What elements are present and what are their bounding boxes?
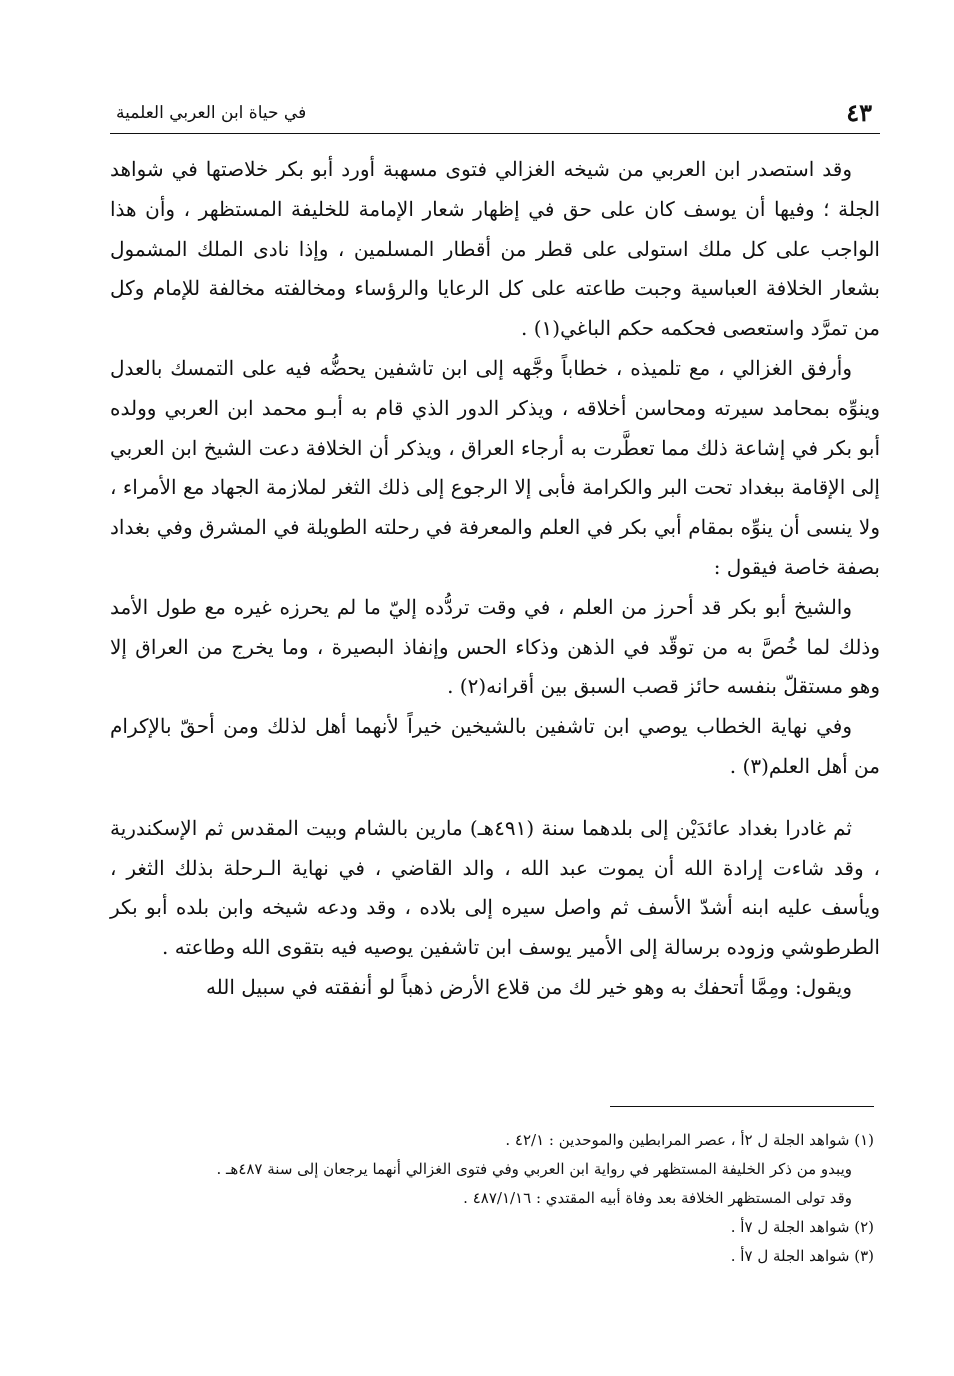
paragraph: وأرفق الغزالي ، مع تلميذه ، خطاباً وجَّهه إلى ابن تاشفين يحضُّه فيه على التمسك بالعدل وينوِّه بمحامد سيرته ومحاسن أخلاقه ، ويذكر الدور الذي قام به أبـو محمد ابن العربي وولده أبو بكر في إشاعة ذلك مما تعطَّرت به أرجاء العراق ، ويذكر أن الخلافة دعت الشيخ ابن العربي إلى الإقامة ببغداد تحت البر والكرامة فأبى إلا الرجوع إلى ذلك الثغر لملازمة الجهاد مع الأمراء ، ولا ينسى أن ينوِّه بمقام أبي بكر في العلم والمعرفة في رحلته الطويلة في المشرق وفي بغداد بصفة خاصة فيقول : [110,355,880,579]
footnote-continuation: وقد تولى المستظهر الخلافة بعد وفاة أبيه المقتدي : ٤٨٧/١/١٦ . [463,1189,852,1207]
paragraph: وقد استصدر ابن العربي من شيخه الغزالي فتوى مسهبة أورد أبو بكر خلاصتها في شواهد الجلة ؛ وفيها أن يوسف كان على حق في إظهار شعار الإمامة للخليفة المستظهر ، وأن هذا الواجب على كل ملك استولى على قطر من أقطار المسلمين ، وإذا نادى الملك المشمول بشعار الخلافة العباسية وجبت طاعته على كل الرعايا والرؤساء ومخالفته مخالفة للإمام وكل من تمرَّد واستعصى فحكمه حكم الباغي(١) . [110,157,880,341]
paragraph: ويقول: ومِمَّا أتحفك به وهو خير لك من قلاع الأرض ذهباً لو أنفقته في سبيل الله [205,974,852,999]
footnote: (١) شواهد الجلة ل ٢أ ، عصر المرابطين والموحدين : ٤٢/١ . [505,1131,874,1149]
paragraph: وفي نهاية الخطاب يوصي ابن تاشفين بالشيخين خيراً لأنهما أهل لذلك ومن أحقّ بالإكرام من أهل العلم(٣) . [110,714,880,778]
footnote-continuation: ويبدو من ذكر الخليفة المستظهر في رواية ابن العربي وفي فتوى الغزالي أنهما يرجعان إلى سنة ٤٨٧هـ . [216,1160,852,1178]
page-number: ٤٣ [846,98,872,127]
footnote-rule [610,1106,874,1107]
paragraph: والشيخ أبو بكر قد أحرز من العلم ، في وقت تردُّده إليّ ما لم يحرزه غيره مع طول الأمد وذلك لما خُصَّ به من توقّد في الذهن وذكاء الحس وإنفاذ البصيرة ، وما يخرج من العراق إلا وهو مستقلّ بنفسه حائز قصب السبق بين أقرانه(٢) . [110,594,880,699]
main-text [110,150,880,1008]
running-title: في حياة ابن العربي العلمية [116,103,307,123]
page-header [110,96,880,130]
footnote: (٢) شواهد الجلة ل ٧أ . [730,1218,874,1236]
footnotes [110,1126,874,1271]
header-rule [110,133,880,134]
paragraph: ثم غادرا بغداد عائدَيْن إلى بلدهما سنة (٤٩١هـ) مارين بالشام وبيت المقدس ثم الإسكندرية ، وقد شاءت إرادة الله أن يموت عبد الله ، والد القاضي ، في نهاية الـرحلة بذلك الثغر ، ويأسف عليه ابنه أشدّ الأسف ثم واصل سيره إلى بلاده ، وقد ودعه شيخه وابن بلده أبو بكر الطرطوشي وزوده برسالة إلى الأمير يوسف ابن تاشفين يوصيه فيه بتقوى الله وطاعته . [110,815,880,960]
footnote: (٣) شواهد الجلة ل ٧أ . [730,1247,874,1265]
